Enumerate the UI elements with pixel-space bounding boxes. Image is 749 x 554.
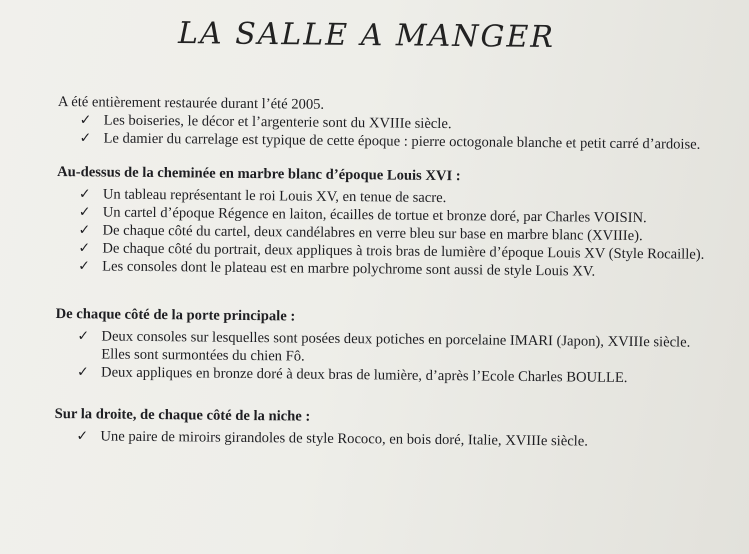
- check-icon: ✓: [76, 428, 89, 445]
- document-body: [54, 93, 718, 452]
- check-icon: ✓: [78, 204, 91, 221]
- check-icon: ✓: [78, 240, 91, 257]
- list-item-text: Une paire de miroirs girandoles de style Rococo, en bois doré, Italie, XVIIIe siècle.: [100, 428, 588, 450]
- intro-list: [57, 111, 717, 154]
- list-item-text: Les boiseries, le décor et l’argenterie sont du XVIIIe siècle.: [103, 112, 452, 133]
- check-icon: ✓: [78, 222, 91, 239]
- section-list-porte: [55, 327, 716, 388]
- list-item-text: De chaque côté du cartel, deux candélabres en verre bleu sur base en marbre blanc (XVIIIe).: [102, 222, 643, 245]
- list-item-text: Le damier du carrelage est typique de cette époque : pierre octogonale blanche et petit carré d’ardoise.: [103, 130, 701, 153]
- list-item-text: Deux consoles sur lesquelles sont posées deux potiches en porcelaine IMARI (Japon), XVIIIe siècle. Elles sont surmontées du chien Fô.: [101, 328, 691, 365]
- check-icon: ✓: [79, 130, 92, 147]
- check-icon: ✓: [78, 258, 91, 275]
- section-list-niche: [54, 427, 714, 452]
- section-list-cheminee: [56, 185, 717, 282]
- check-icon: ✓: [76, 364, 89, 381]
- list-item-text: Les consoles dont le plateau est en marbre polychrome sont aussi de style Louis XV.: [102, 258, 596, 280]
- list-item-text: Deux appliques en bronze doré à deux bras de lumière, d’après l’Ecole Charles BOULLE.: [100, 364, 628, 386]
- check-icon: ✓: [77, 328, 90, 345]
- section-heading-niche: Sur la droite, de chaque côté de la niche :: [54, 405, 311, 425]
- check-icon: ✓: [79, 112, 92, 129]
- check-icon: ✓: [78, 186, 91, 203]
- list-item-text: Un tableau représentant le roi Louis XV, en tenue de sacre.: [102, 186, 447, 207]
- list-item-text: Un cartel d’époque Régence en laiton, écailles de tortue et bronze doré, par Charles VOISIN.: [102, 204, 647, 227]
- section-heading-cheminee: Au-dessus de la cheminée en marbre blanc d’époque Louis XVI :: [57, 163, 461, 185]
- intro-text: A été entièrement restaurée durant l’été 2005.: [57, 93, 325, 113]
- section-heading-porte: De chaque côté de la porte principale :: [55, 305, 296, 325]
- page-title: LA SALLE A MANGER: [177, 16, 556, 55]
- list-item: [76, 427, 714, 452]
- list-item-text: De chaque côté du portrait, deux appliques à trois bras de lumière d’époque Louis XV (Style Rocaille).: [102, 240, 705, 263]
